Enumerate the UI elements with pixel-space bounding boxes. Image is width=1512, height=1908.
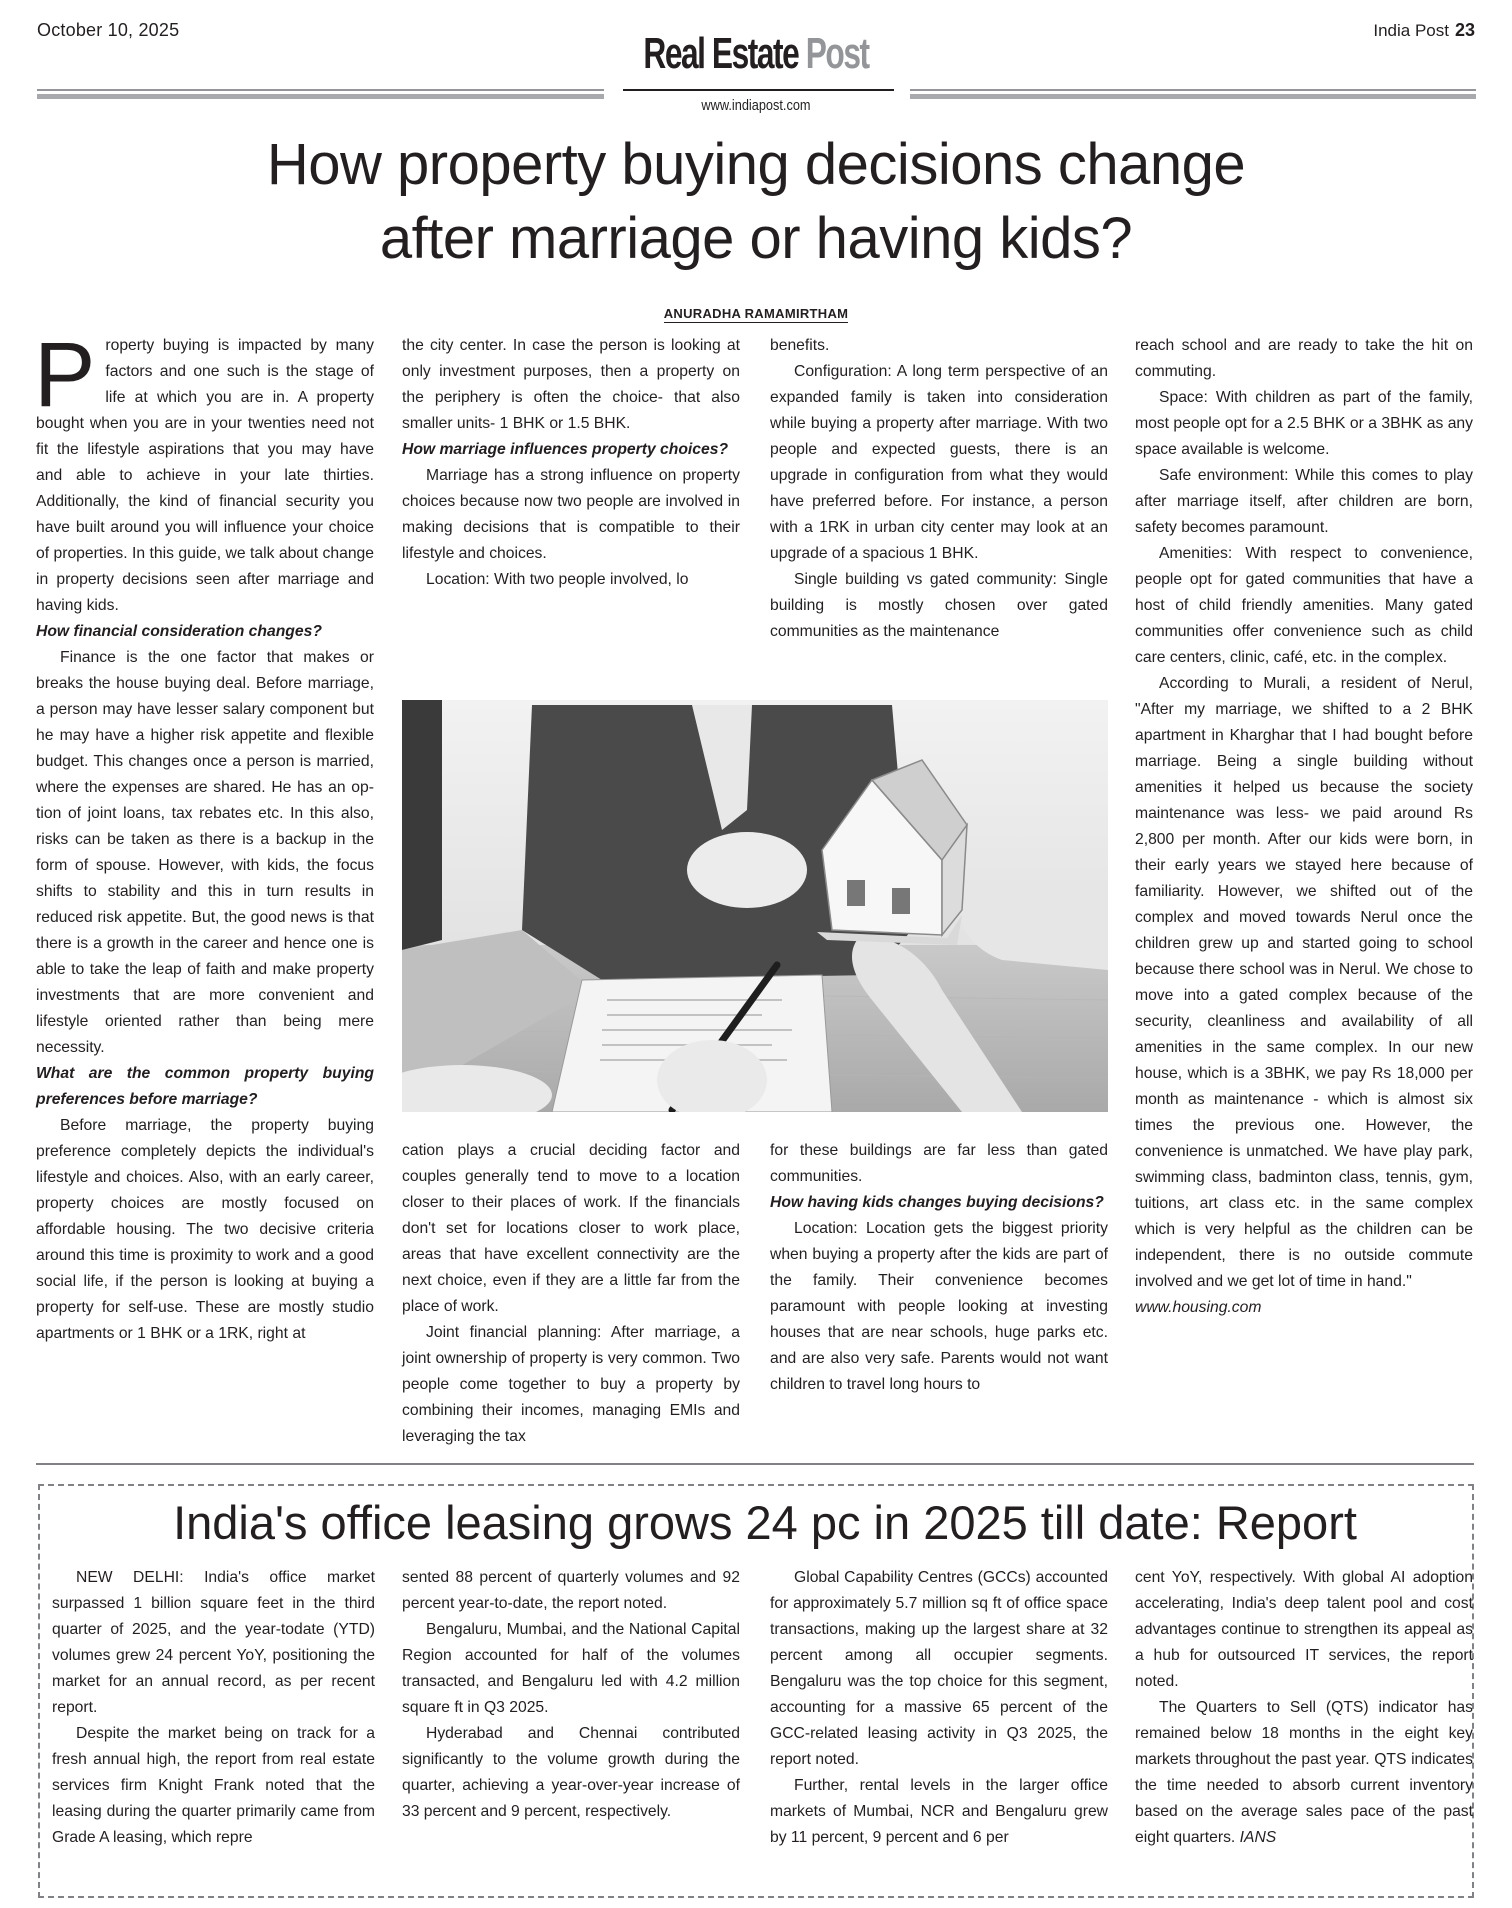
boxed-column-1 [52,1565,375,1851]
paragraph: Before marriage, the property buying preference completely depicts the individual's lifestyle and choices. Also, with an early career, property choices are mostly focused on affordable housing. The two decisive criteria around this time is proximity to work and a good social life, if the person is looking at buying a property for self-use. These are mostly studio apartments or 1 BHK or a 1RK, right at [36,1117,374,1342]
subheading: How having kids changes buying decisions? [770,1194,1104,1211]
article-column-3-top [770,333,1108,645]
paragraph: Location: With two people involved, lo [426,571,689,588]
paragraph: Further, rental levels in the larger office markets of Mumbai, NCR and Bengaluru grew by 11 percent, 9 percent and 6 per [770,1777,1108,1846]
subheading: How marriage influences property choices? [402,441,729,458]
headline-line-2: after marriage or having kids? [379,206,1133,271]
subheading: How financial consideration changes? [36,623,322,640]
paragraph: Location: Location gets the biggest priority when buying a property after the kids are part of the family. Their convenience becomes paramount with people looking at investing houses that are near schools, huge parks etc. and are also very safe. Parents would not want children to travel long hours to [770,1220,1108,1393]
paragraph: benefits. [770,337,830,354]
website-link[interactable]: www.indiapost.com [701,97,811,114]
paragraph: Amenities: With respect to convenience, people opt for gated communities that have a host of child friendly amenities. Many gated communities offer convenience such as child care centers, clinic, café, etc. in the complex. [1135,545,1473,666]
agency-credit: IANS [1239,1829,1277,1846]
source-credit: www.housing.com [1135,1299,1262,1316]
page-marker [1373,20,1475,41]
author-name: ANURADHA RAMAMIRTHAM [663,306,849,321]
article-column-1 [34,324,374,1347]
article-headline [40,128,1472,276]
paragraph: Single building vs gated community: Single building is mostly chosen over gated communities as the maintenance [770,571,1108,640]
article-column-4 [1135,333,1473,1321]
paragraph: Global Capability Centres (GCCs) accounted for approximately 5.7 million sq ft of office space transactions, making up the largest share at 32 percent among all occupier segments. Bengaluru was the top choice for this segment, accounting for a massive 65 percent of the GCC-related leasing activity in Q3 2025, the report noted. [770,1569,1108,1768]
house-window-1 [847,880,865,906]
article-column-3-bottom [770,1138,1108,1398]
house-model-handover-photo [402,700,1108,1112]
article-divider [36,1463,1474,1465]
paragraph: Bengaluru, Mumbai, and the National Capital Region accounted for half of the volumes transacted, and Bengaluru led with 4.2 million square ft in Q3 2025. [402,1621,740,1716]
headline-line-1: How property buying decisions change [266,132,1246,197]
quote-paragraph: According to Murali, a resident of Nerul, "After my marriage, we shifted to a 2 BHK apartment in Kharghar that I had bought before marriage. Being a single building without amenities it helped us because the society maintenance was less- we paid around Rs 2,800 per month. After our kids were born, in their early years we stayed here because of familiarity. However, we shifted out of the complex and moved towards Nerul once the children grew up and started going to school because there school was in Nerul. We chose to move into a gated complex because of the security, cleanliness and availability of all amenities in the same complex. In our new house, which is a 3BHK, we pay Rs 18,000 per month as maintenance - which is almost six times the previous one. However, the convenience is unmatched. We have play park, swimming class, badminton class, tennis, gym, tuitions, art class etc. in the same complex which is very helpful as the children can be independent, there is no outside commute involved and we get lot of time in hand." [1135,675,1473,1290]
photo-illustration [402,700,1108,1112]
article-column-2-top [402,333,740,593]
paragraph: reach school and are ready to take the hit on commuting. [1135,337,1473,380]
house-window-2 [892,888,910,914]
paragraph: Despite the market being on track for a fresh annual high, the report from real estate services firm Knight Frank noted that the leasing during the quarter primarily came from Grade A leasing, which repre [52,1725,375,1846]
paragraph: the city center. In case the person is looking at only investment purposes, then a property on the periphery is often the choice- that also smaller units- 1 BHK or 1.5 BHK. [402,337,740,432]
boxed-article-headline: India's office leasing grows 24 pc in 2025 till date: Report [173,1496,1357,1549]
paragraph: Joint financial planning: After marriage, a joint ownership of property is very common. Two people come together to buy a property by combining their incomes, managing EMIs and leveraging the tax [402,1324,740,1445]
paragraph-text: The Quarters to Sell (QTS) indicator has remained below 18 months in the eight key markets throughout the past year. QTS indicates the time needed to absorb current inventory based on the average sales pace of the past eight quarters. [1135,1699,1473,1846]
publication-name: India Post [1373,21,1449,40]
paragraph: cent YoY, respectively. With global AI adoption accelerating, India's deep talent pool and cost advantages continue to strengthen its appeal as a hub for outsourced IT services, the report noted. [1135,1569,1473,1690]
boxed-column-3 [770,1565,1108,1851]
lead-paragraph [34,324,374,619]
paragraph [1135,1695,1473,1851]
paragraph: cation plays a crucial deciding factor and couples generally tend to move to a location closer to their places of work. If the financials don't set for locations closer to work place, areas that have excellent connectivity are the next choice, even if they are a little far from the place of work. [402,1142,740,1315]
page-number: 23 [1454,20,1475,40]
paragraph: Configuration: A long term perspective of an expanded family is taken into consideration while buying a property after marriage. With two people and expected guests, there is an upgrade in configuration from what they would have preferred before. For instance, a person with a 1RK in urban city center may look at an upgrade of a spacious 1 BHK. [770,363,1108,562]
paragraph: Hyderabad and Chennai contributed significantly to the volume growth during the quarter, achieving a year-over-year increase of 33 percent and 9 percent, respectively. [402,1725,740,1820]
lead-text: roperty buying is impacted by many factors and one such is the stage of life at which you are in. A property bought when you are in your twenties need not fit the lifestyle aspirations that you may have and able to achieve in your late thirties. Additionally, the kind of financial security you have built around you will influence your choice of properties. In this guide, we talk about change in property decisions seen after marriage and having kids. [36,337,374,614]
boxed-column-2 [402,1565,740,1825]
paragraph: Finance is the one factor that makes or breaks the house buying deal. Before marriage, a person may have lesser salary component but he may have a higher risk appetite and flexible budget. This changes once a person is married, where the expenses are shared. He has an option of joint loans, tax rebates etc. In this also, risks can be taken as there is a backup in the form of spouse. However, with kids, the focus shifts to stability and this in turn results in reduced risk appetite. But, the good news is that there is a growth in the career and hence one is able to take the leap of faith and make property investments that are more convenient and lifestyle oriented rather than being mere necessity. [36,649,374,1056]
masthead-rule-left-thin [37,89,604,91]
laptop-screen [402,700,442,950]
article-column-2-bottom [402,1138,740,1450]
boxed-column-4 [1135,1565,1473,1851]
byline [0,306,1512,321]
masthead-title-part1: Real Estate [643,29,799,78]
masthead-title-part2: Post [805,29,869,78]
paragraph: for these buildings are far less than gated communities. [770,1142,1108,1185]
issue-date: October 10, 2025 [37,20,180,40]
paragraph: NEW DELHI: India's office market surpassed 1 billion square feet in the third quarter of 2025, and the year-todate (YTD) volumes grew 24 percent YoY, positioning the market for an annual record, as per recent report. [52,1569,375,1716]
masthead-rule-right-thin [910,89,1476,91]
paragraph: Safe environment: While this comes to play after marriage itself, after children are born, safety becomes paramount. [1135,467,1473,536]
paragraph: Space: With children as part of the family, most people opt for a 2.5 BHK or a 3BHK as any space available is welcome. [1135,389,1473,458]
masthead-rule-center [623,89,894,91]
drop-cap: P [34,324,96,426]
paragraph: Marriage has a strong influence on property choices because now two people are involved in making decisions that is compatible to their lifestyle and choices. [402,467,740,562]
subheading: What are the common property buying preferences before marriage? [36,1065,374,1108]
section-masthead [212,30,1301,78]
agent-hand [687,832,807,908]
paragraph: sented 88 percent of quarterly volumes and 92 percent year-to-date, the report noted. [402,1569,740,1612]
